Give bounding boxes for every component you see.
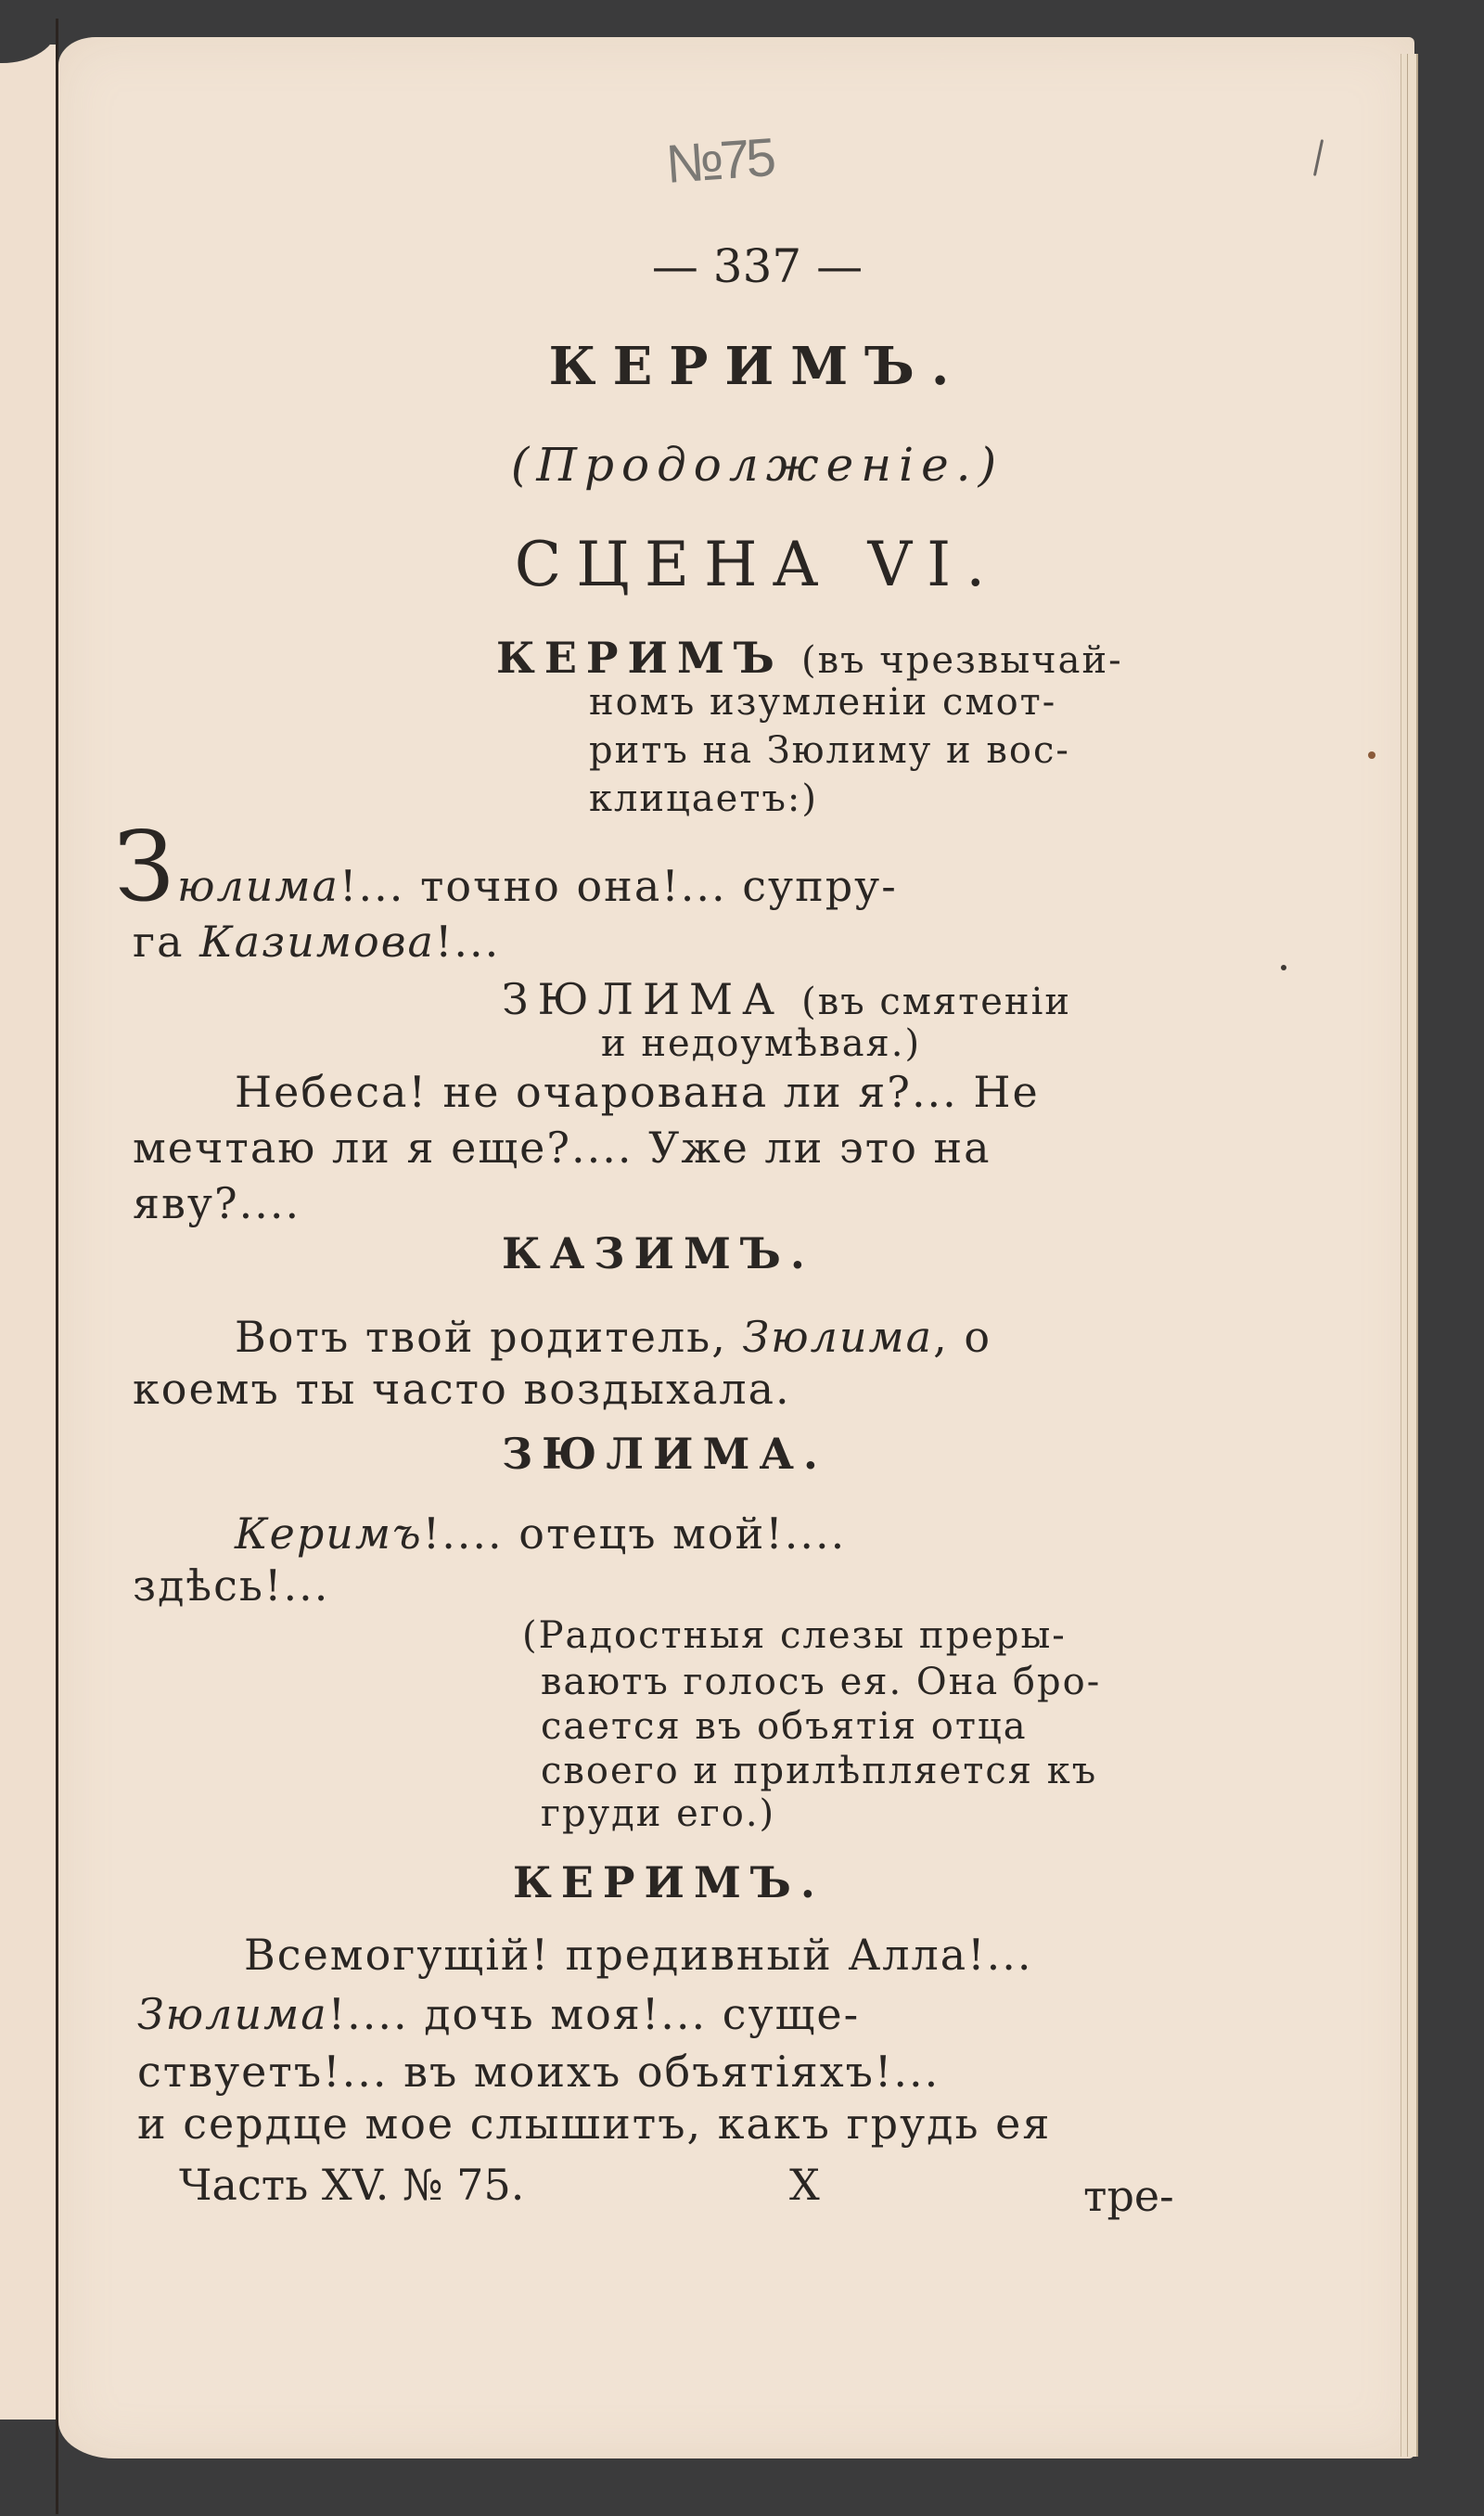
speech-line xyxy=(133,917,500,967)
speech-text: , о xyxy=(933,1312,992,1362)
italic-name: юлима xyxy=(177,861,339,911)
continuation-subtitle: (Продолженіе.) xyxy=(510,438,1004,492)
speech-line: здѣсь!... xyxy=(133,1560,330,1611)
paper-speck xyxy=(1368,751,1375,759)
stage-direction: своего и прилѣпляется къ xyxy=(541,1750,1098,1792)
speaker-name: ЗЮЛИМА. xyxy=(502,1429,827,1479)
left-page-edge xyxy=(0,45,58,2420)
stage-direction: (въ чрезвычай- xyxy=(800,639,1123,682)
speech-line: Небеса! не очарована ли я?... Не xyxy=(235,1067,1040,1117)
speech-line: мечтаю ли я еще?.... Уже ли это на xyxy=(133,1123,991,1173)
speech-line xyxy=(235,1312,991,1362)
speech-line: яву?.... xyxy=(133,1178,301,1228)
stage-direction: (Радостныя слезы преры- xyxy=(522,1614,1067,1657)
speech-text: !... xyxy=(434,917,501,967)
speech-line xyxy=(235,1508,846,1559)
speech-text: !.... дочь моя!... суще- xyxy=(327,1989,861,2039)
speech-line xyxy=(137,1989,860,2039)
speaker-name: КЕРИМЪ xyxy=(496,633,784,683)
speech-text: Вотъ твой родитель, xyxy=(235,1312,743,1362)
stage-direction: ритъ на Зюлиму и вос- xyxy=(589,729,1070,772)
scene-heading: СЦЕНА VI. xyxy=(514,529,1001,600)
pencil-stroke xyxy=(1313,139,1324,176)
italic-name: Зюлима xyxy=(137,1989,328,2039)
drop-cap: З xyxy=(114,810,174,923)
stage-direction: ваютъ голосъ ея. Она бро- xyxy=(541,1661,1102,1703)
book-page xyxy=(58,37,1414,2458)
speech-text: !.... отецъ мой!.... xyxy=(422,1508,847,1559)
speech-line: коемъ ты часто воздыхала. xyxy=(133,1364,791,1414)
italic-name: Казимова xyxy=(199,917,435,967)
play-title: КЕРИМЪ. xyxy=(548,336,966,397)
speaker-name: КЕРИМЪ. xyxy=(513,1857,825,1907)
signature-mark: Часть XV. № 75. xyxy=(179,2160,525,2210)
catchword: тре- xyxy=(1083,2171,1174,2221)
speaker-name: ЗЮЛИМА xyxy=(502,974,784,1024)
speech-line: Всемогущій! предивный Алла!... xyxy=(244,1930,1033,1980)
stage-direction: номъ изумленіи смот- xyxy=(589,681,1057,724)
page-edges xyxy=(1401,54,1418,2457)
stage-direction: и недоумѣвая.) xyxy=(601,1022,922,1065)
stage-direction: сается въ объятія отца xyxy=(541,1705,1028,1748)
speaker-name: КАЗИМЪ. xyxy=(502,1228,814,1278)
italic-name: Керимъ xyxy=(235,1508,423,1559)
sheet-mark: X xyxy=(789,2160,820,2210)
paper-speck xyxy=(1281,965,1286,970)
speech-text: !... точно она!... супру- xyxy=(339,861,898,911)
speaker-line xyxy=(496,633,1123,683)
stage-direction: клицаетъ:) xyxy=(589,777,818,820)
pencil-annotation: №75 xyxy=(663,127,774,195)
speech-line: и сердце мое слышитъ, какъ грудь ея xyxy=(137,2099,1052,2149)
speech-line xyxy=(177,861,898,911)
stage-direction: (въ смятеніи xyxy=(801,981,1072,1023)
speaker-line xyxy=(502,974,1071,1024)
speech-text: га xyxy=(133,917,200,967)
page-number: — 337 — xyxy=(651,239,864,293)
italic-name: Зюлима xyxy=(742,1312,934,1362)
stage-direction: груди его.) xyxy=(541,1792,776,1835)
speech-line: ствуетъ!... въ моихъ объятіяхъ!... xyxy=(137,2047,940,2097)
